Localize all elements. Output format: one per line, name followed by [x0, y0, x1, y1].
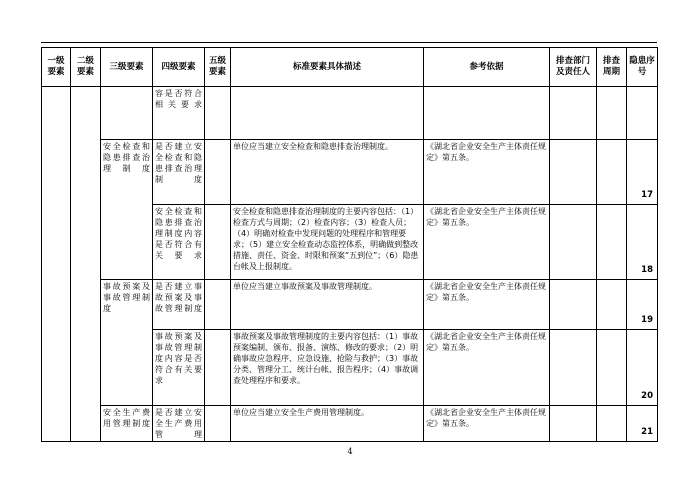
description-cell [231, 87, 424, 140]
description-cell: 事故预案及事故管理制度的主要内容包括：（1）事故预案编制、颁布、报备、演练、修改的要求；（2）明确事故应急程序、应急设施、抢险与救护；（3）事故分类、管理分工、统计台帐、报告程序；（4）事故调查处理程序和要求。 [231, 330, 424, 406]
reference-cell: 《湖北省企业安全生产主体责任规定》第五条。 [424, 406, 550, 442]
header-level3: 三级要素 [101, 48, 153, 87]
description-cell: 单位应当建立事故预案及事故管理制度。 [231, 280, 424, 330]
level5-cell [205, 406, 231, 442]
header-hazard-number: 隐患序号 [627, 48, 658, 87]
hazard-number-cell: 20 [627, 330, 658, 406]
header-department: 排查部门及责任人 [550, 48, 597, 87]
level5-cell [205, 205, 231, 280]
cycle-cell [597, 140, 627, 205]
description-cell: 单位应当建立安全生产费用管理制度。 [231, 406, 424, 442]
table-row [42, 87, 658, 140]
table-row [42, 280, 658, 330]
reference-cell: 《湖北省企业安全生产主体责任规定》第五条。 [424, 140, 550, 205]
header-level5: 五级要素 [205, 48, 231, 87]
page-number: 4 [347, 447, 353, 456]
header-description: 标准要素具体描述 [231, 48, 424, 87]
cycle-cell [597, 205, 627, 280]
department-cell [550, 205, 597, 280]
hazard-number-cell: 19 [627, 280, 658, 330]
description-cell: 单位应当建立安全检查和隐患排查治理制度。 [231, 140, 424, 205]
level4-cell: 是否建立事故预案及事故管理制度 [153, 280, 205, 330]
level4-cell: 安全检查和隐患排查治理制度内容是否符合有关要求 [153, 205, 205, 280]
reference-cell: 《湖北省企业安全生产主体责任规定》第五条。 [424, 330, 550, 406]
department-cell [550, 140, 597, 205]
hazard-number-cell: 21 [627, 406, 658, 442]
level5-cell [205, 140, 231, 205]
level1-cell [42, 87, 71, 442]
department-cell [550, 406, 597, 442]
hazard-number-cell: 17 [627, 140, 658, 205]
level4-cell: 是否建立安全生产费用管理 [153, 406, 205, 442]
reference-cell: 《湖北省企业安全生产主体责任规定》第五条。 [424, 280, 550, 330]
department-cell [550, 280, 597, 330]
header-cycle: 排查周期 [597, 48, 627, 87]
level5-cell [205, 330, 231, 406]
table-header-row [42, 48, 658, 87]
level3-cell [101, 87, 153, 140]
table-row [42, 140, 658, 205]
header-level1: 一级要素 [42, 48, 71, 87]
department-cell [550, 87, 597, 140]
department-cell [550, 330, 597, 406]
reference-cell: 《湖北省企业安全生产主体责任规定》第五条。 [424, 205, 550, 280]
cycle-cell [597, 87, 627, 140]
header-rule [41, 42, 657, 43]
level4-cell: 事故预案及事故管理制度内容是否符合有关要求 [153, 330, 205, 406]
reference-cell [424, 87, 550, 140]
level4-cell: 是否建立安全检查和隐患排查治理制度 [153, 140, 205, 205]
cycle-cell [597, 280, 627, 330]
level4-cell: 容是否符合相关要求 [153, 87, 205, 140]
hazard-number-cell: 18 [627, 205, 658, 280]
level5-cell [205, 280, 231, 330]
cycle-cell [597, 406, 627, 442]
description-cell: 安全检查和隐患排查治理制度的主要内容包括：（1）检查方式与周期；（2）检查内容；（3）检查人员；（4）明确对检查中发现问题的处理程序和管理要求；（5）建立安全检查动态监控体系，明确做到整改措施、责任、资金、时限和预案“五到位”；（6）隐患台帐及上报制度。 [231, 205, 424, 280]
level3-cell: 安全检查和隐患排查治理制度 [101, 140, 153, 280]
header-level2: 二级要素 [71, 48, 101, 87]
cycle-cell [597, 330, 627, 406]
level3-cell: 安全生产费用管理制度 [101, 406, 153, 442]
level2-cell [71, 87, 101, 442]
header-level4: 四级要素 [153, 48, 205, 87]
hazard-checklist-table [41, 47, 658, 442]
hazard-number-cell [627, 87, 658, 140]
level5-cell [205, 87, 231, 140]
header-reference: 参考依据 [424, 48, 550, 87]
table-row [42, 406, 658, 442]
level3-cell: 事故预案及事故管理制度 [101, 280, 153, 406]
